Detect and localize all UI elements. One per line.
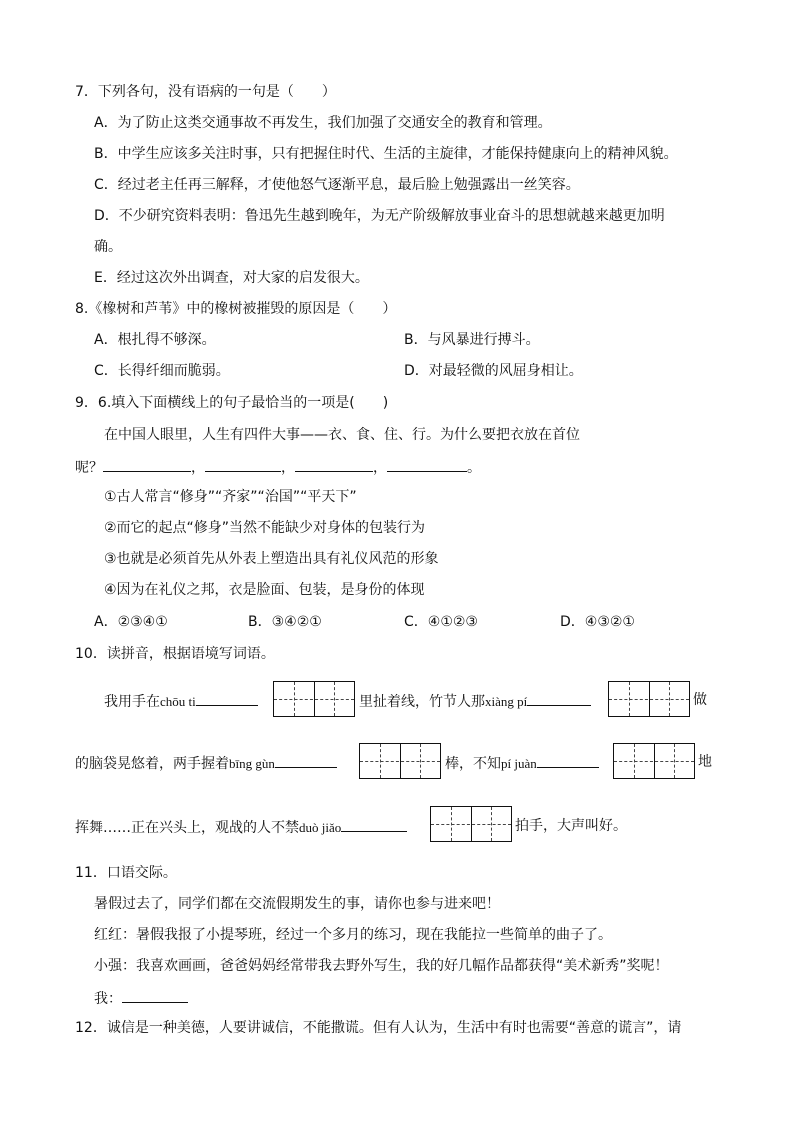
q9-option-b: B．③④②① [248,614,322,630]
q7-option-c: C．经过老主任再三解释，才使他怒气逐渐平息，最后脸上勉强露出一丝笑容。 [94,177,580,193]
q10-row1-text1: 我用手在 [104,694,160,710]
q11-hong: 红红：暑假我报了小提琴班，经过一个多月的练习，现在我能拉一些简单的曲子了。 [94,927,612,943]
q9-option-a: A．②③④① [94,614,168,630]
q10-row2-blank1[interactable] [275,753,337,768]
q10-row1-grid1[interactable] [273,681,355,717]
q7-option-a: A．为了防止这类交通事故不再发生，我们加强了交通安全的教育和管理。 [94,115,552,131]
q10-row2-grid2[interactable] [613,743,695,779]
q11-title: 11．口语交际。 [75,865,177,881]
q8-option-a: A．根扎得不够深。 [94,332,216,348]
q10-row3-grid1[interactable] [430,806,512,842]
q9-blank-4[interactable] [387,457,467,472]
q10-row3 [75,817,407,835]
q10-row1-blank2[interactable] [527,691,591,706]
q9-sentence-1: ①古人常言“修身”“齐家”“治国”“平天下” [104,489,357,505]
q9-sentence-2: ②而它的起点“修身”当然不能缺少对身体的包装行为 [104,520,426,536]
q9-blank-3[interactable] [295,457,373,472]
q10-title: 10．读拼音，根据语境写词语。 [75,646,275,662]
q10-row3-text1: 挥舞……正在兴头上，观战的人不禁 [75,820,299,836]
q12-title: 12．诚信是一种美德，人要讲诚信，不能撒谎。但有人认为，生活中有时也需要“善意的谎言”，请 [75,1020,682,1036]
q10-row1-blank1[interactable] [196,691,258,706]
q10-row2-pinyin1: bīng gùn [229,756,275,771]
q10-row1-pinyin1: chōu ti [160,694,196,709]
q10-row2-text1: 的脑袋晃悠着，两手握着 [75,756,229,772]
q11-me-blank[interactable] [122,988,188,1003]
q10-row2-pinyin2: pí juàn [501,756,537,771]
q9-stem-line2 [75,457,481,475]
q10-row2-grid1[interactable] [359,743,441,779]
q10-row2-mid [445,753,599,771]
q10-row2-text3: 地 [698,754,712,770]
q9-end: 。 [467,460,481,476]
q10-row1-pinyin2: xiàng pí [485,694,528,709]
q10-row2 [75,753,337,771]
q11-intro: 暑假过去了，同学们都在交流假期发生的事，请你也参与进来吧！ [94,896,500,912]
q10-row1-grid2[interactable] [608,681,690,717]
q9-title: 9．6.填入下面横线上的句子最恰当的一项是( ) [75,395,389,411]
q7-option-e: E．经过这次外出调查，对大家的启发很大。 [94,270,369,286]
q10-row1-mid [359,691,591,709]
q9-sentence-4: ④因为在礼仪之邦，衣是脸面、包装，是身份的体现 [104,582,425,598]
q9-blank-2[interactable] [205,457,281,472]
q7-option-b: B．中学生应该多关注时事，只有把握住时代、生活的主旋律，才能保持健康向上的精神风貌。 [94,146,678,162]
q8-option-c: C．长得纤细而脆弱。 [94,363,230,379]
q10-row3-pinyin1: duò jiǎo [299,820,342,835]
q7-option-d-cont: 确。 [94,239,122,255]
q9-option-d: D．④③②① [560,614,635,630]
q11-qiang: 小强：我喜欢画画，爸爸妈妈经常带我去野外写生，我的好几幅作品都获得“美术新秀”奖呢！ [94,958,669,974]
q9-option-c: C．④①②③ [404,614,478,630]
q11-me-label: 我： [94,991,122,1007]
q10-row2-text2: 棒，不知 [445,756,501,772]
q8-option-b: B．与风暴进行搏斗。 [404,332,540,348]
q9-sep-1: ， [191,460,205,476]
q8-title: 8.《橡树和芦苇》中的橡树被摧毁的原因是（ ） [75,301,397,317]
q10-row3-blank1[interactable] [341,817,407,832]
q10-row1-text3: 做 [693,692,707,708]
q10-row2-blank2[interactable] [537,753,599,768]
q10-row1-text2: 里扯着线，竹节人那 [359,694,485,710]
q7-option-d: D．不少研究资料表明：鲁迅先生越到晚年，为无产阶级解放事业奋斗的思想就越来越更加明 [94,208,665,224]
q9-stem-start: 呢？ [75,460,103,476]
q9-sep-3: ， [373,460,387,476]
q10-row3-text2: 拍手，大声叫好。 [515,818,627,834]
q10-row1 [104,691,258,709]
q7-title: 7．下列各句，没有语病的一句是（ ） [75,84,336,100]
q9-blank-1[interactable] [103,457,191,472]
q9-sep-2: ， [281,460,295,476]
q11-me [94,988,188,1006]
q9-sentence-3: ③也就是必须首先从外表上塑造出具有礼仪风范的形象 [104,551,439,567]
q8-option-d: D．对最轻微的风屈身相让。 [404,363,583,379]
q9-stem-line1: 在中国人眼里，人生有四件大事——衣、食、住、行。为什么要把衣放在首位 [104,427,580,443]
